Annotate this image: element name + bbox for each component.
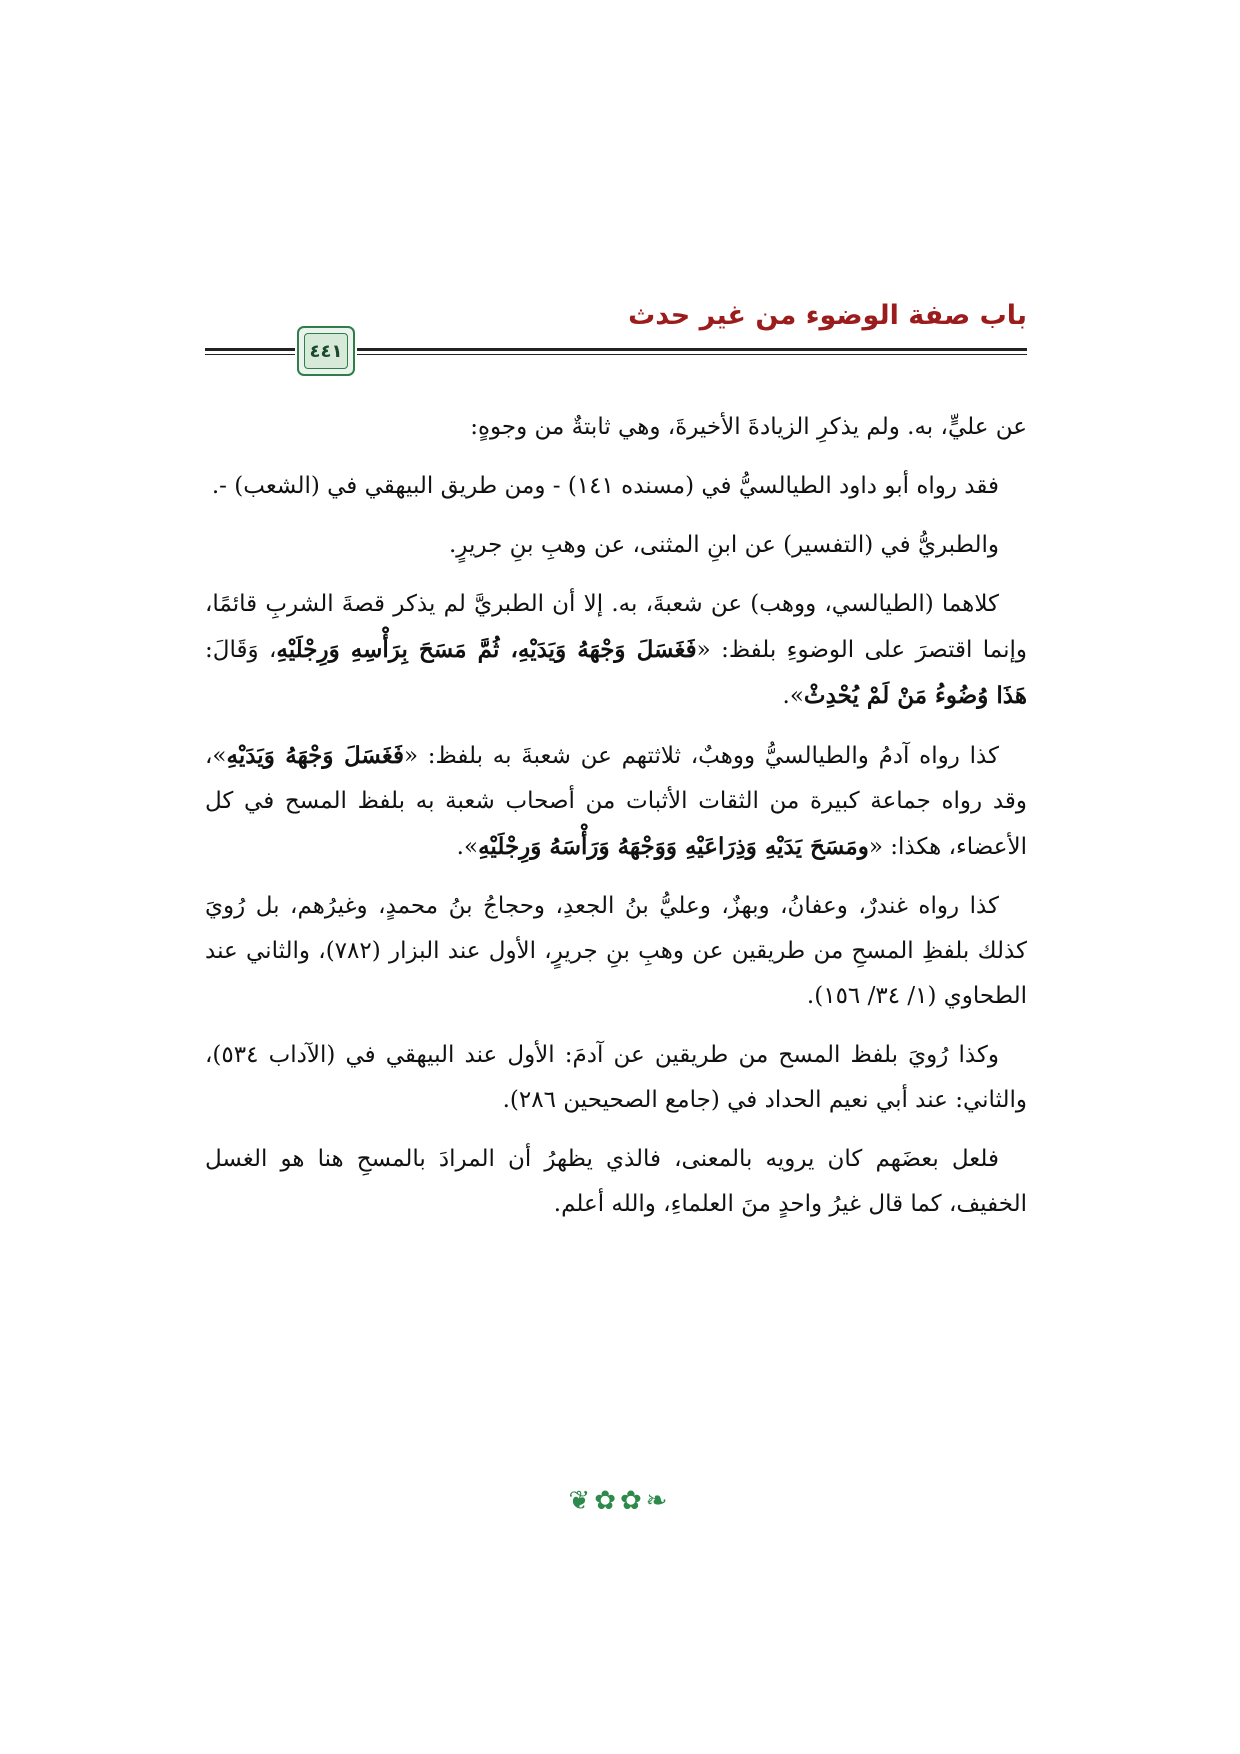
paragraph-text: ». [456, 834, 479, 860]
paragraph-text: والطبريُّ في (التفسير) عن ابنِ المثنى، عن وهبِ بنِ جريرٍ. [448, 532, 999, 558]
chapter-title: باب صفة الوضوء من غير حدث [628, 300, 1027, 331]
floral-ornament-icon: ❦✿✿❧ [568, 1486, 672, 1516]
paragraph [205, 464, 1027, 509]
header-rule-right-thin [357, 354, 1027, 355]
paragraph-text: ، وَقَالَ: [205, 637, 277, 663]
paragraph-text: كذا رواه آدمُ والطيالسيُّ ووهبٌ، ثلاثتهم عن شعبةَ به بلفظ: « [403, 743, 999, 769]
header-rule-left-thin [205, 354, 295, 355]
paragraph-text: ». [782, 683, 804, 709]
paragraph-text: »، وقد رواه جماعة كبيرة من الثقات الأثبات من أصحاب شعبة به بلفظ المسح في كل الأعضاء، هكذا: « [205, 743, 1027, 860]
page-body [205, 405, 1027, 1241]
hadith-quote: هَذَا وُضُوءُ مَنْ لَمْ يُحْدِثْ [803, 682, 1027, 709]
paragraph-text: كذا رواه غندرٌ، وعفانُ، وبهزٌ، وعليُّ بنُ الجعدِ، وحجاجُ بنُ محمدٍ، وغيرُهم، بل رُويَ كذلك بلفظِ المسحِ من طريقين عن وهبِ بنِ جريرٍ، الأول عند البزار (٧٨٢)، والثاني عند الطحاوي (١/ ٣٤/ ١٥٦). [205, 893, 1027, 1009]
hadith-quote: فَغَسَلَ وَجْهَهُ وَيَدَيْهِ، ثُمَّ مَسَحَ بِرَأْسِهِ وَرِجْلَيْهِ [276, 636, 697, 663]
paragraph [205, 733, 1027, 870]
hadith-quote: ومَسَحَ يَدَيْهِ وَذِرَاعَيْهِ وَوَجْهَهُ وَرَأْسَهُ وَرِجْلَيْهِ [478, 833, 869, 860]
paragraph [205, 1033, 1027, 1123]
paragraph [205, 582, 1027, 719]
page-number: ٤٤١ [304, 333, 348, 369]
paragraph-text: فقد رواه أبو داود الطيالسيُّ في (مسنده ١٤١) - ومن طريق البيهقي في (الشعب) -. [211, 473, 999, 499]
page-header [205, 300, 1027, 382]
paragraph-text: وكذا رُويَ بلفظ المسح من طريقين عن آدمَ: الأول عند البيهقي في (الآداب ٥٣٤)، والثاني: عند أبي نعيم الحداد في (جامع الصحيحين ٢٨٦). [205, 1042, 1027, 1113]
header-rule-right [357, 348, 1027, 351]
paragraph-text: فلعل بعضَهم كان يرويه بالمعنى، فالذي يظهرُ أن المرادَ بالمسحِ هنا هو الغسل الخفيف، كما قال غيرُ واحدٍ منَ العلماءِ، والله أعلم. [205, 1146, 1027, 1217]
paragraph-text: كلاهما (الطيالسي، ووهب) عن شعبةَ، به. إلا أن الطبريَّ لم يذكر قصةَ الشربِ قائمًا، وإنما اقتصرَ على الوضوءِ بلفظ: « [205, 591, 1027, 663]
paragraph [205, 523, 1027, 568]
paragraph [205, 884, 1027, 1019]
paragraph [205, 405, 1027, 450]
header-rule-left [205, 348, 295, 351]
page-number-frame [297, 326, 355, 376]
paragraph [205, 1137, 1027, 1227]
paragraph-text: عن عليٍّ، به. ولم يذكرِ الزيادةَ الأخيرةَ، وهي ثابتةٌ من وجوهٍ: [470, 414, 1027, 440]
hadith-quote: فَغَسَلَ وَجْهَهُ وَيَدَيْهِ [226, 742, 404, 769]
